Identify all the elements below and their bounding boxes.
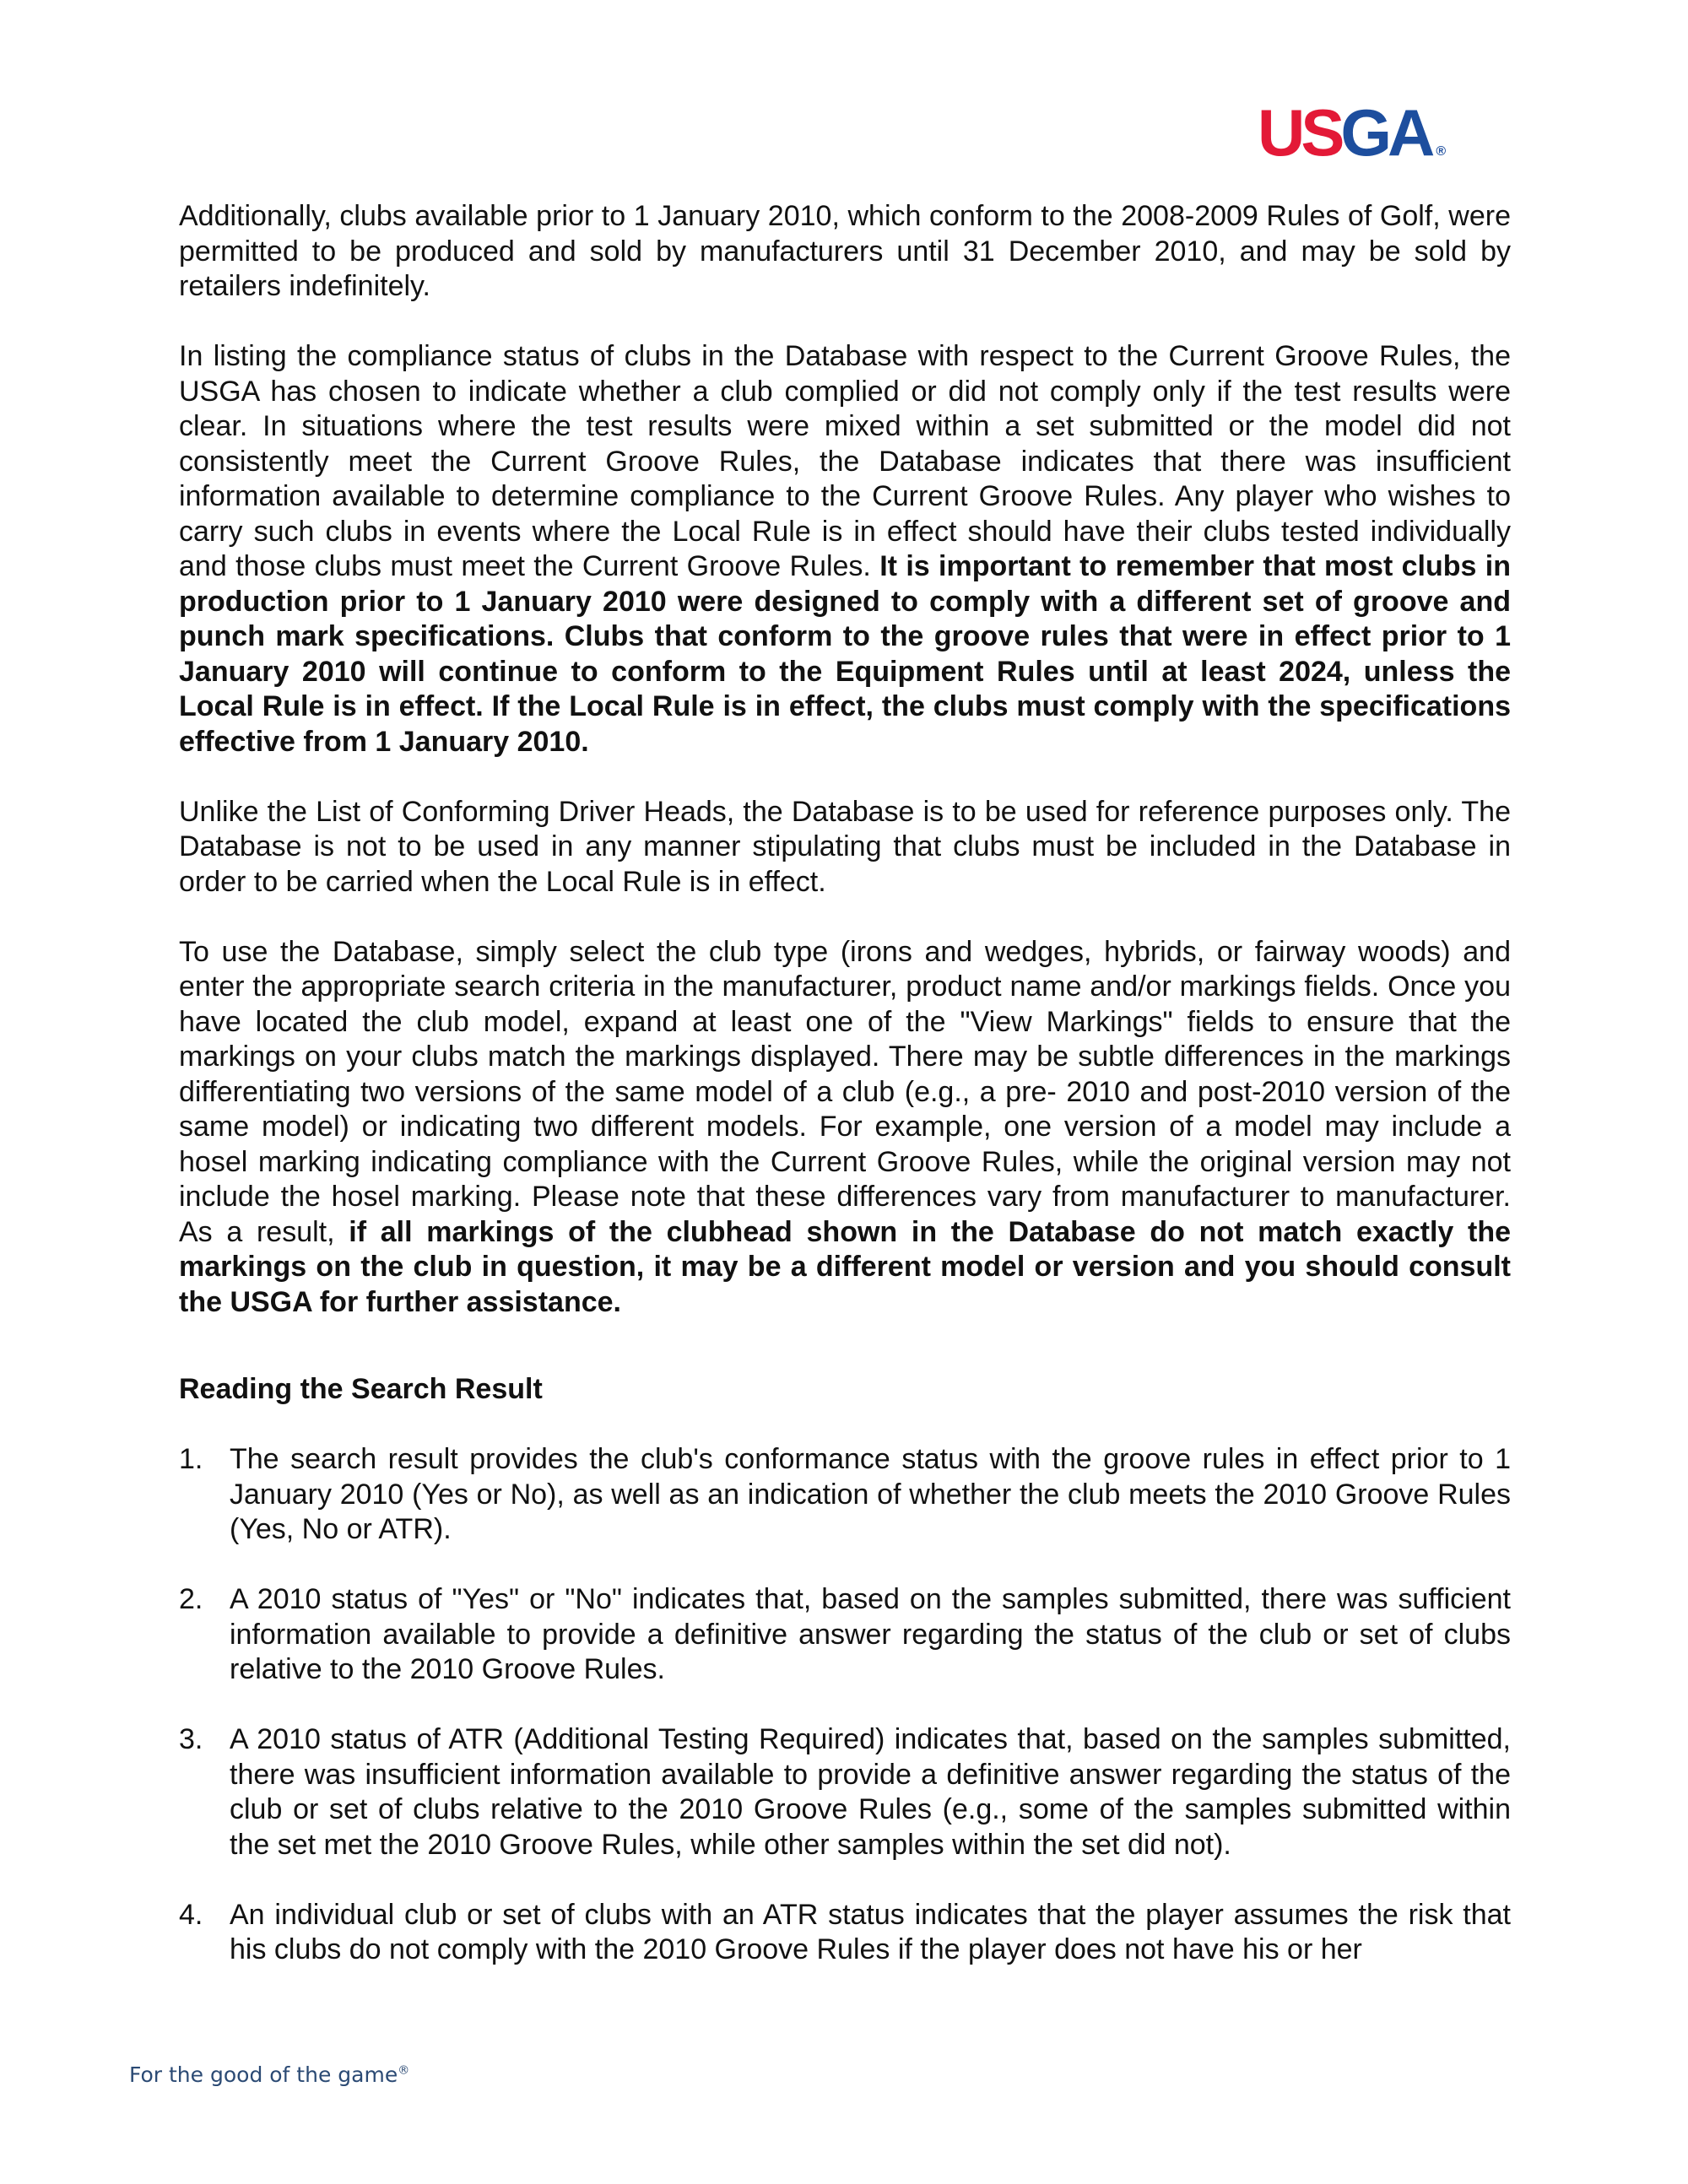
search-result-list bbox=[179, 1442, 1511, 1968]
list-text: A 2010 status of ATR (Additional Testing Required) indicates that, based on the samples submitted, there was insufficient information available to provide a definitive answer regarding the status of the club or set of clubs relative to the 2010 Groove Rules (e.g., some of the samples submitted within the set met the 2010 Groove Rules, while other samples within the set did not). bbox=[230, 1723, 1511, 1861]
usga-logo bbox=[1258, 95, 1447, 170]
footer-tagline bbox=[129, 2062, 409, 2087]
paragraph-how-to-use bbox=[179, 935, 1511, 1321]
tagline-registered-mark: ® bbox=[398, 2063, 410, 2078]
paragraph-emphasis: if all markings of the clubhead shown in the Database do not match exactly the markings on the club in question, it may be a different model or version and you should consult the USGA for further assistance. bbox=[179, 1215, 1512, 1318]
list-item bbox=[179, 1442, 1511, 1548]
list-number: 2. bbox=[179, 1583, 203, 1615]
list-item bbox=[179, 1898, 1511, 1968]
paragraph-emphasis: It is important to remember that most clubs in production prior to 1 January 2010 were designed to comply with a different set of groove and punch mark specifications. Clubs that conform to the groove rules that were in effect prior to 1 January 2010 will continue to conform to the Equipment Rules until at least 2024, unless the Local Rule is in effect. If the Local Rule is in effect, the clubs must comply with the specifications effective from 1 January 2010. bbox=[179, 550, 1512, 758]
logo-ga: GA bbox=[1340, 95, 1431, 170]
paragraph-compliance-status bbox=[179, 339, 1511, 760]
section-heading: Reading the Search Result bbox=[179, 1373, 543, 1405]
document-body bbox=[179, 199, 1511, 2003]
list-text: An individual club or set of clubs with an ATR status indicates that the player assumes the risk that his clubs do not comply with the 2010 Groove Rules if the player does not have his or her bbox=[230, 1898, 1511, 1965]
list-item bbox=[179, 1582, 1511, 1688]
list-number: 1. bbox=[179, 1443, 203, 1475]
list-text: The search result provides the club's conformance status with the groove rules in effect prior to 1 January 2010 (Yes or No), as well as an indication of whether the club meets the 2010 Groove Rules (Yes, No or ATR). bbox=[230, 1443, 1511, 1545]
paragraph-text: To use the Database, simply select the club type (irons and wedges, hybrids, or fairway woods) and enter the appropriate search criteria in the manufacturer, product name and/or markings fields. Once you have located the club model, expand at least one of the "View Markings" fields to ensure that the markings on your clubs match the markings displayed. There may be subtle differences in the markings differentiating two versions of the same model of a club (e.g., a pre- 2010 and post-2010 version of the same model) or indicating two different models. For example, one version of a model may include a hosel marking indicating compliance with the Current Groove Rules, while the original version may not include the hosel marking. Please note that these differences vary from manufacturer to manufacturer. As a result, bbox=[179, 935, 1511, 1248]
list-number: 4. bbox=[179, 1898, 203, 1931]
logo-us: US bbox=[1258, 95, 1341, 170]
paragraph-reference-only: Unlike the List of Conforming Driver Heads, the Database is to be used for reference purposes only. The Database is not to be used in any manner stipulating that clubs must be included in the Database in order to be carried when the Local Rule is in effect. bbox=[179, 795, 1511, 898]
paragraph-clubs-availability: Additionally, clubs available prior to 1 January 2010, which conform to the 2008-2009 Rules of Golf, were permitted to be produced and sold by manufacturers until 31 December 2010, and may be sold by retailers indefinitely. bbox=[179, 200, 1511, 302]
list-text: A 2010 status of "Yes" or "No" indicates that, based on the samples submitted, there was sufficient information available to provide a definitive answer regarding the status of the club or set of clubs relative to the 2010 Groove Rules. bbox=[230, 1583, 1511, 1685]
list-item bbox=[179, 1722, 1511, 1862]
tagline-text: For the good of the game bbox=[129, 2062, 398, 2087]
paragraph-text: In listing the compliance status of clubs in the Database with respect to the Current Groove Rules, the USGA has chosen to indicate whether a club complied or did not comply only if the test results were clear. In situations where the test results were mixed within a set submitted or the model did not consistently meet the Current Groove Rules, the Database indicates that there was insufficient information available to determine compliance to the Current Groove Rules. Any player who wishes to carry such clubs in events where the Local Rule is in effect should have their clubs tested individually and those clubs must meet the Current Groove Rules. bbox=[179, 340, 1511, 582]
logo-registered-mark: ® bbox=[1436, 144, 1447, 159]
list-number: 3. bbox=[179, 1723, 203, 1755]
